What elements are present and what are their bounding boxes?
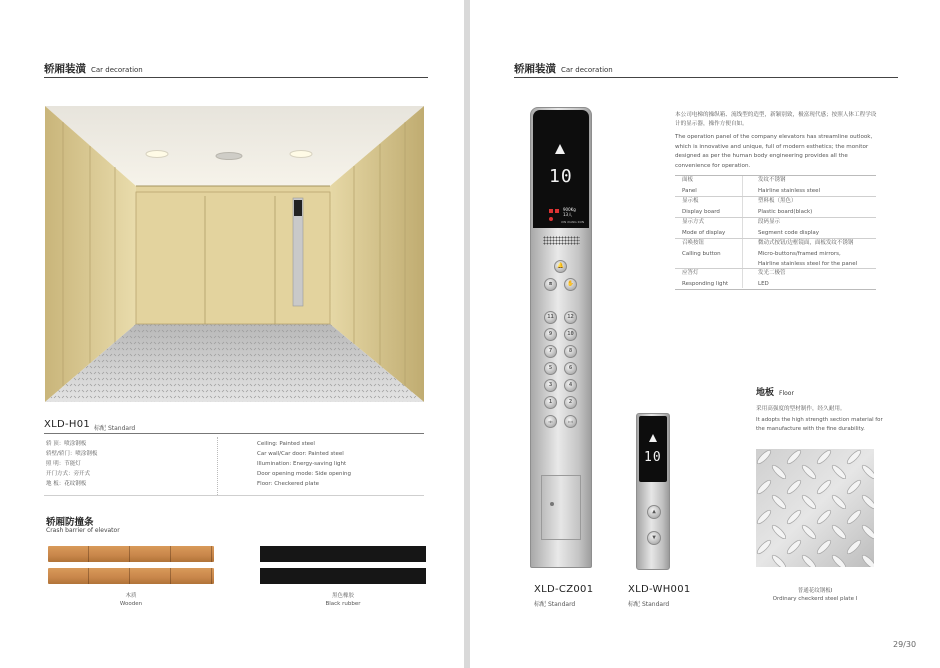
up-arrow-icon	[649, 434, 657, 442]
bell-button[interactable]: 🔔	[554, 260, 567, 273]
spec-key: 显示方式 Mode of display	[682, 219, 726, 236]
car-model-config: 标配 Standard	[94, 425, 136, 432]
floor-button[interactable]: 4	[564, 379, 577, 392]
floor-heading: 地板 Floor	[756, 388, 794, 398]
spec-cn-line: 开门方式：旁开式	[46, 471, 91, 477]
floor-button[interactable]: 5	[544, 362, 557, 375]
hold-button[interactable]: ✋	[564, 278, 577, 291]
model-rule	[44, 433, 424, 434]
floor-button[interactable]: 6	[564, 362, 577, 375]
car-model-code: XLD-H01	[44, 419, 91, 430]
elevator-car-image	[45, 106, 424, 402]
hall-model-code: XLD-WH001	[628, 584, 691, 595]
hall-down-button[interactable]: ▼	[647, 531, 661, 545]
spec-en-line: Car wall/Car door: Painted steel	[257, 451, 344, 457]
wooden-strip	[48, 568, 214, 584]
spec-value: 发纹不锈钢 Hairline stainless steel	[758, 177, 821, 194]
hall-display	[639, 416, 667, 482]
cop-display	[533, 110, 589, 228]
keyhole-icon	[550, 502, 554, 506]
spec-key: 面板 Panel	[682, 177, 697, 194]
floor-button[interactable]: 2	[564, 396, 577, 409]
table-rule	[675, 289, 876, 290]
floor-button[interactable]: 10	[564, 328, 577, 341]
hall-up-button[interactable]: ▲	[647, 505, 661, 519]
wooden-caption: 木质 Wooden	[119, 593, 143, 607]
intro-text-en: The operation panel of the company elevators has streamline outlook, which is innovative and unique, full of modern esthetics; the monitor designed as per the human body engineering provides all the convenience for operation.	[675, 134, 873, 169]
heading-rule	[44, 77, 428, 78]
spec-value: 微动式按钮/边框镜面，面板发纹不锈钢 Micro-buttons/framed mirrors, Hairline stainless steel for the panel	[758, 240, 858, 267]
call-button[interactable]: ☎	[544, 278, 557, 291]
spec-value: 段码显示 Segment code display	[758, 219, 820, 236]
spec-divider	[217, 437, 218, 495]
rubber-caption: 黑色橡胶 Black rubber	[325, 593, 361, 607]
section-heading: 轿厢装潢 Car decoration	[514, 63, 613, 75]
car-operating-panel	[530, 107, 592, 568]
spec-cn-line: 照 明：节能灯	[46, 461, 81, 467]
barrier-heading: 轿厢防撞条	[46, 517, 94, 528]
spec-en-line: Floor: Checkered plate	[257, 481, 319, 487]
speaker-grille	[543, 236, 580, 245]
up-arrow-icon	[555, 144, 565, 154]
spec-key: 显示板 Display board	[682, 198, 720, 215]
floor-button[interactable]: 12	[564, 311, 577, 324]
floor-desc-cn: 采用高强度的型材制作，经久耐用。	[756, 406, 846, 412]
page-number: 29/30	[893, 640, 917, 649]
rubber-strip	[260, 546, 426, 562]
fire-icon	[555, 209, 559, 213]
hall-floor-number: 10	[644, 450, 662, 465]
spec-key: 召唤按钮 Calling button	[682, 240, 721, 257]
section-heading: 轿厢装潢 Car decoration	[44, 63, 143, 75]
spec-cn-line: 轿壁/轿门：喷涂钢板	[46, 451, 98, 457]
spec-key: 应答灯 Responding light	[682, 270, 729, 287]
spec-value: 发光二极管 LED	[758, 270, 786, 287]
floor-button[interactable]: 7	[544, 345, 557, 358]
heading-rule	[514, 77, 898, 78]
specs-rule	[44, 495, 424, 496]
floor-desc-en: It adopts the high strength section material for the manufacture with the fine durability.	[756, 417, 883, 432]
right-page	[470, 0, 940, 668]
left-page	[0, 0, 464, 668]
hall-model-config: 标配 Standard	[628, 601, 670, 608]
checkered-plate-image	[756, 449, 874, 567]
service-cabinet	[541, 475, 581, 540]
spec-en-line: Ceiling: Painted steel	[257, 441, 315, 447]
cop-capacity: 900Kg 13人	[563, 207, 576, 217]
spec-en-line: Door opening mode: Side opening	[257, 471, 352, 477]
spec-value: 塑料板（黑色） Plastic board(black)	[758, 198, 813, 215]
cop-model-config: 标配 Standard	[534, 601, 576, 608]
floor-button[interactable]: 1	[544, 396, 557, 409]
cop-brand: XIN XIANG RUN	[561, 220, 585, 224]
spec-en-line: Illumination: Energy-saving light	[257, 461, 347, 467]
cop-model-code: XLD-CZ001	[534, 584, 594, 595]
wooden-strip	[48, 546, 214, 562]
cop-floor-number: 10	[549, 166, 573, 187]
floor-button[interactable]: 8	[564, 345, 577, 358]
floor-button[interactable]: 9	[544, 328, 557, 341]
table-column-divider	[742, 176, 743, 288]
rubber-strip	[260, 568, 426, 584]
barrier-subheading: Crash barrier of elevator	[46, 527, 120, 534]
alarm-light-icon	[549, 217, 553, 221]
floor-button[interactable]: 3	[544, 379, 557, 392]
door-close-button[interactable]: ▷◁	[564, 415, 577, 428]
floor-button[interactable]: 11	[544, 311, 557, 324]
spec-cn-line: 轿 顶：喷涂钢板	[46, 441, 87, 447]
overload-icon	[549, 209, 553, 213]
floor-caption: 普通花纹钢板Ⅰ Ordinary checkerd steel plate Ⅰ	[772, 588, 858, 602]
hall-panel	[636, 413, 670, 570]
spec-cn-line: 地 板：花纹钢板	[46, 481, 87, 487]
intro-text-cn: 本公司电梯的操纵箱、流线型的造型，新颖别致，极富现代感；按照人体工程学设计的显示器，操作方便自如。	[675, 112, 877, 127]
door-open-button[interactable]: ◁▷	[544, 415, 557, 428]
